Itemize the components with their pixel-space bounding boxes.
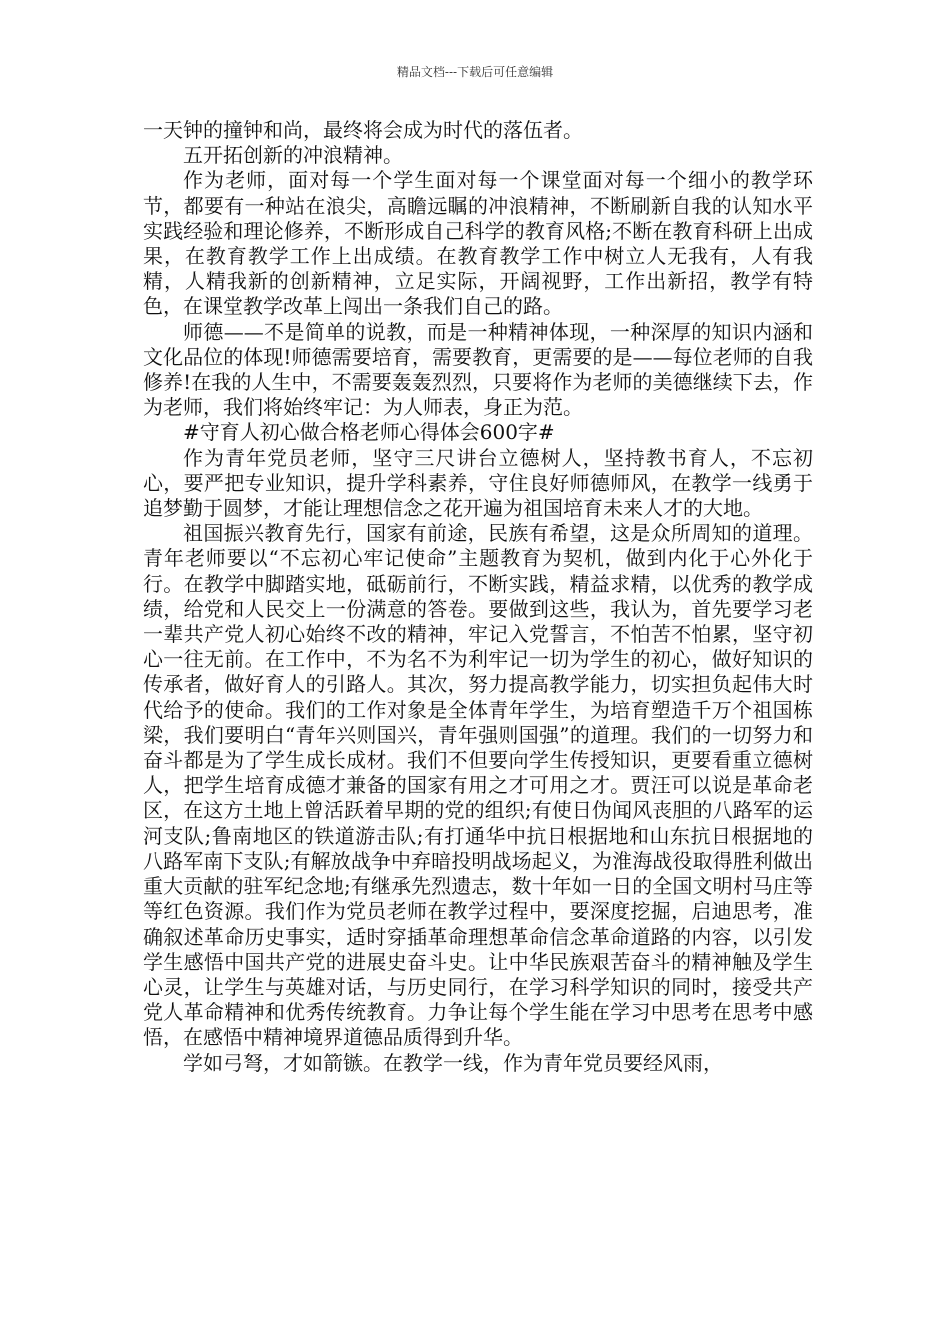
paragraph-1: 一天钟的撞钟和尚，最终将会成为时代的落伍者。 — [143, 118, 583, 142]
paragraph-7: 学如弓弩，才如箭镞。在教学一线，作为青年党员要经风雨， — [183, 1050, 723, 1075]
paragraph-6: 祖国振兴教育先行，国家有前途，民族有希望，这是众所周知的道理。青年老师要以“不忘初心牢记使命”主题教育为契机，做到内化于心外化于行。在教学中脚踏实地，砥砺前行，不断实践，精益求精，以优秀的教学成绩，给党和人民交上一份满意的答卷。要做到这些，我认为，首先要学习老一辈共产党人初心始终不改的精神，牢记入党誓言，不怕苦不怕累，坚守初心一往无前。在工作中，不为名不为利牢记一切为学生的初心，做好知识的传承者，做好育人的引路人。其次，努力提高教学能力，切实担负起伟大时代给予的使命。我们的工作对象是全体青年学生，为培育塑造千万个祖国栋梁，我们要明白“青年兴则国兴，青年强则国强”的道理。我们的一切努力和奋斗都是为了学生成长成材。我们不但要向学生传授知识，更要看重立德树人，把学生培育成德才兼备的国家有用之才可用之才。贾汪可以说是革命老区，在这方土地上曾活跃着早期的党的组织;有使日伪闻风丧胆的八路军的运河支队;鲁南地区的铁道游击队;有打通华中抗日根据地和山东抗日根据地的八路军南下支队;有解放战争中弃暗投明战场起义，为淮海战役取得胜利做出重大贡献的驻军纪念地;有继承先烈遗志，数十年如一日的全国文明村马庄等等红色资源。我们作为党员老师在教学过程中，要深度挖掘，启迪思考，准确叙述革命历史事实，适时穿插革命理想革命信念革命道路的内容，以引发学生感悟中国共产党的进展史奋斗史。让中华民族艰苦奋斗的精神触及学生心灵，让学生与英雄对话，与历史同行，在学习科学知识的同时，接受共产党人革命精神和优秀传统教育。力争让每个学生能在学习中思考在思考中感悟，在感悟中精神境界道德品质得到升华。 — [143, 521, 813, 1050]
paragraph-5: 作为青年党员老师，坚守三尺讲台立德树人，坚持教书育人，不忘初心，要严把专业知识，提升学科素养，守住良好师德师风，在教学一线勇于追梦勤于圆梦，才能让理想信念之花开遍为祖国培育未来人才的大地。 — [143, 445, 813, 521]
document-body — [143, 118, 813, 1076]
section-heading: #守育人初心做合格老师心得体会600字# — [183, 420, 555, 445]
paragraph-2: 五开拓创新的冲浪精神。 — [183, 143, 403, 168]
paragraph-4: 师德——不是简单的说教，而是一种精神体现，一种深厚的知识内涵和文化品位的体现!师德需要培育，需要教育，更需要的是——每位老师的自我修养!在我的人生中，不需要轰轰烈烈，只要将作为老师的美德继续下去，作为老师，我们将始终牢记：为人师表，身正为范。 — [143, 319, 813, 420]
paragraph-3: 作为老师，面对每一个学生面对每一个课堂面对每一个细小的教学环节，都要有一种站在浪尖，高瞻远瞩的冲浪精神，不断刷新自我的认知水平实践经验和理论修养，不断形成自己科学的教育风格;不断在教育科研上出成果，在教育教学工作上出成绩。在教育教学工作中树立人无我有，人有我精，人精我新的创新精神，立足实际，开阔视野，工作出新招，教学有特色，在课堂教学改革上闯出一条我们自己的路。 — [143, 168, 813, 319]
page-header: 精品文档---下载后可任意编辑 — [396, 65, 554, 79]
